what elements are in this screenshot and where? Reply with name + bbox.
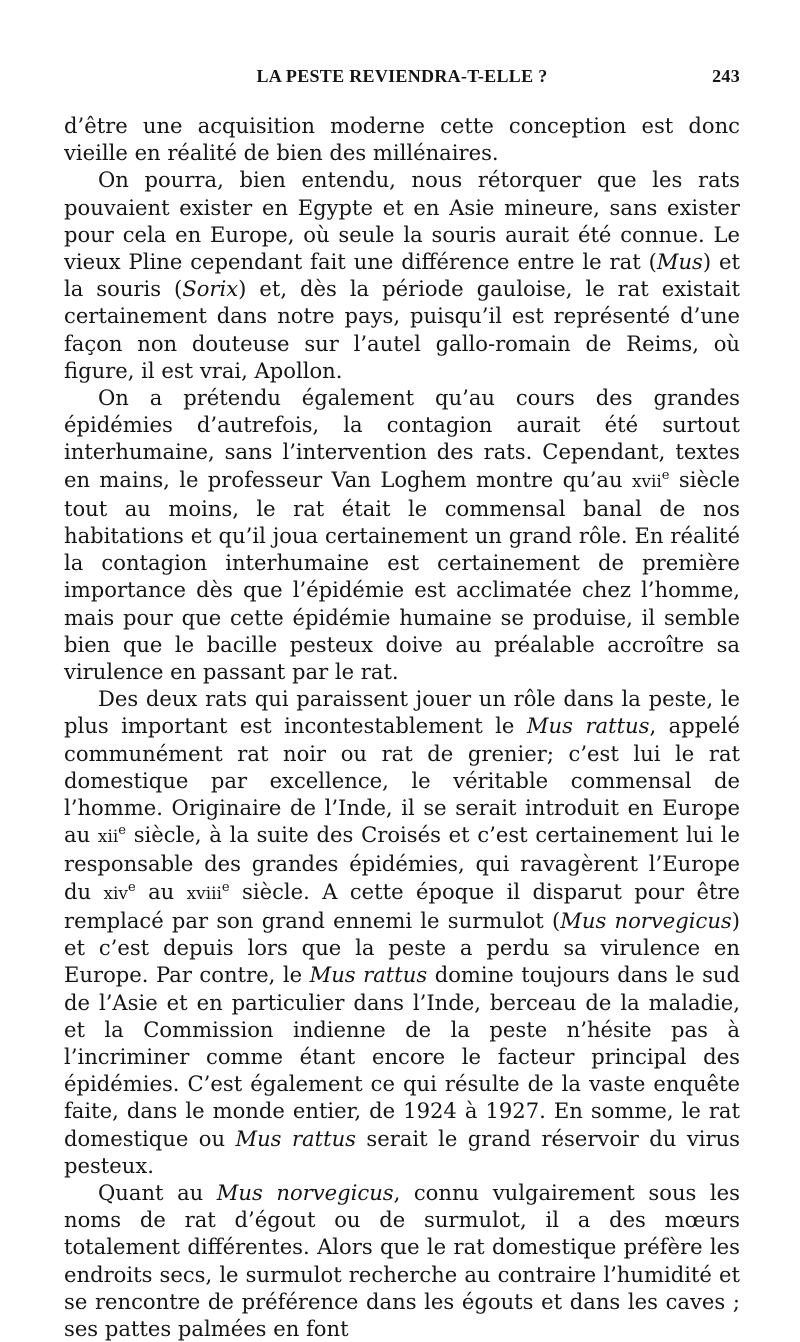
text-run: Des deux rats qui paraissent jouer un rôle dans la peste, le plus important est incontestablement le: [64, 686, 740, 739]
italic-text: Mus norvegicus: [216, 1179, 394, 1205]
italic-text: Mus rattus: [309, 962, 428, 988]
paragraph: [64, 384, 740, 685]
paragraph: [64, 685, 740, 1179]
century-numeral: xvii: [631, 470, 662, 491]
text-run: siècle. A cette époque il disparut pour être remplacé par son grand ennemi le surmulot (: [64, 878, 740, 933]
text-run: au: [135, 878, 187, 904]
italic-text: Mus norvegicus: [560, 907, 732, 933]
page-number: 243: [712, 66, 740, 86]
superscript: e: [661, 467, 670, 483]
running-title: LA PESTE REVIENDRA-T-ELLE ?: [256, 66, 548, 86]
century-numeral: xiv: [103, 882, 128, 903]
text-run: , connu vulgairement sous les noms de rat d’égout ou de surmulot, il a des mœurs totalement différentes. Alors que le rat domestique préfère les endroits secs, le surmulot recherche au contraire l’humidité et se rencontre de préférence dans les égouts et dans les caves ; ses pattes palmées en font: [64, 1179, 740, 1341]
paragraph: [64, 112, 740, 166]
body-text: [64, 112, 740, 1342]
italic-text: Sorix: [182, 276, 239, 302]
century-numeral: xii: [97, 826, 119, 847]
paragraph: [64, 1179, 740, 1342]
text-run: domine toujours dans le sud de l’Asie et en particulier dans l’Inde, berceau de la maladie, et la Commission indienne de la peste n’hésite pas à l’incriminer comme étant encore le facteur principal des épidémies. C’est également ce qui résulte de la vaste enquête faite, dans le monde entier, de 1924 à 1927. En somme, le rat domestique ou: [64, 962, 740, 1151]
text-run: d’être une acquisition moderne cette conception est donc vieille en réalité de bien des millénaires.: [64, 113, 740, 166]
text-run: On a prétendu également qu’au cours des grandes épidémies d’autrefois, la contagion aurait été surtout interhumaine, sans l’intervention des rats. Cependant, textes en mains, le professeur Van Loghem montre qu’au: [64, 385, 740, 492]
superscript: e: [127, 879, 136, 895]
text-run: ) et c’est depuis lors que la peste a perdu sa virulence en Europe. Par contre, le: [64, 907, 740, 988]
text-run: Quant au: [98, 1179, 217, 1205]
italic-text: Mus: [656, 249, 703, 275]
book-page: [64, 64, 740, 1342]
italic-text: Mus rattus: [235, 1125, 356, 1151]
text-run: siècle, à la suite des Croisés et c’est certainement lui le responsable des grandes épidémies, qui ravagèrent l’Europe du: [64, 822, 740, 904]
superscript: e: [221, 879, 230, 895]
text-run: siècle tout au moins, le rat était le commensal banal de nos habitations et qu’il joua certainement un grand rôle. En réalité la contagion interhumaine est certainement de première importance dès que l’épidémie est acclimatée chez l’homme, mais pour que cette épidémie humaine se produise, il semble bien que le bacille pesteux doive au préalable accroître sa virulence en passant par le rat.: [64, 466, 740, 685]
text-run: serait le grand réservoir du virus pesteux.: [64, 1125, 740, 1178]
text-run: , appelé communément rat noir ou rat de grenier; c’est lui le rat domestique par excellence, le véritable commensal de l’homme. Originaire de l’Inde, il se serait introduit en Europe au: [64, 713, 740, 848]
page-header: [64, 64, 740, 94]
superscript: e: [118, 823, 126, 839]
text-run: ) et la souris (: [64, 249, 740, 302]
text-run: On pourra, bien entendu, nous rétorquer que les rats pouvaient exister en Egypte et en Asie mineure, sans exister pour cela en Europe, où seule la souris aurait été connue. Le vieux Pline cependant fait une différence entre le rat (: [64, 167, 740, 275]
italic-text: Mus rattus: [526, 713, 650, 739]
century-numeral: xviii: [186, 882, 222, 903]
text-run: ) et, dès la période gauloise, le rat existait certainement dans notre pays, puisqu’il est représenté d’une façon non douteuse sur l’autel gallo-romain de Reims, où figure, il est vrai, Apollon.: [64, 276, 740, 383]
paragraph: [64, 166, 740, 384]
